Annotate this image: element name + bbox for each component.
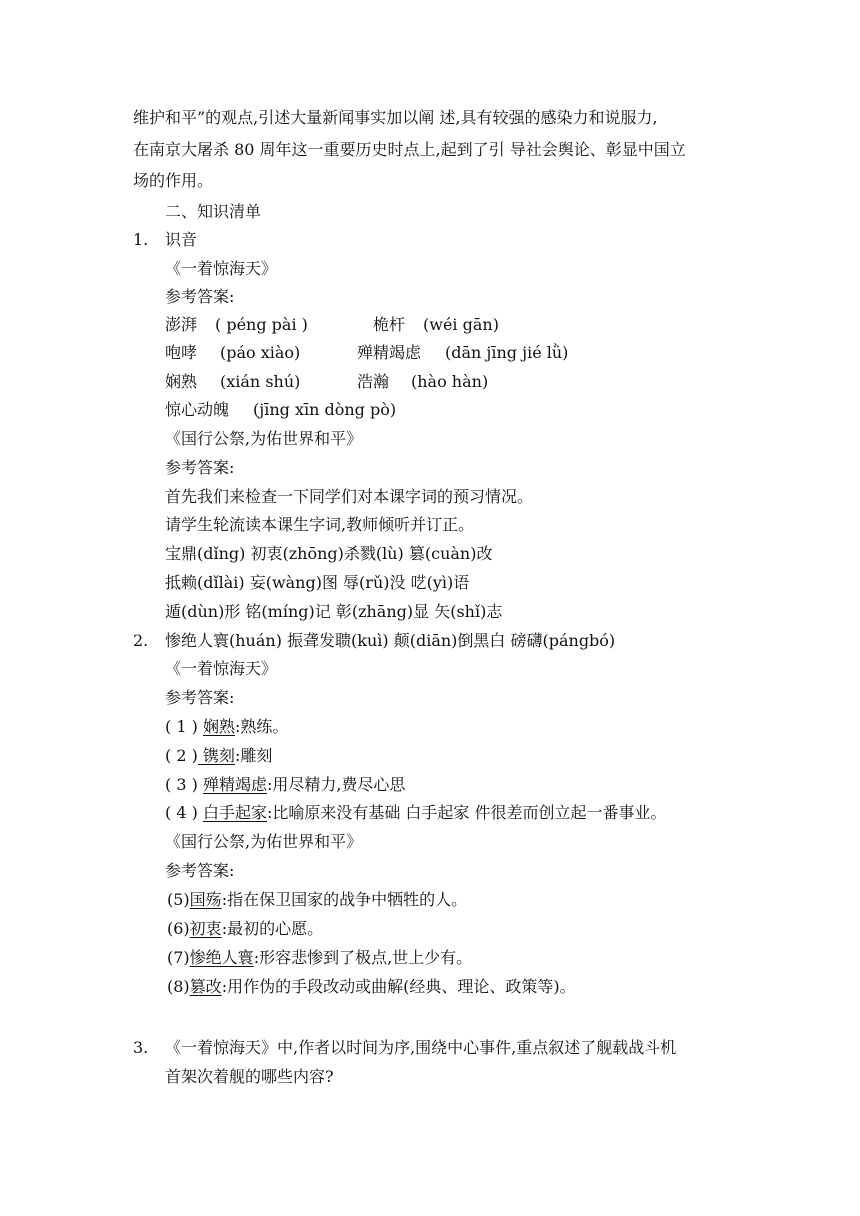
item-2-number: 2.: [133, 631, 149, 650]
pinyin-word: 惊心动魄: [165, 400, 230, 419]
pinyin-word: 咆哮: [165, 343, 198, 362]
lesson-title-b: 《国行公祭,为佑世界和平》: [165, 832, 363, 851]
definition-term: 国殇: [189, 890, 222, 909]
definition-text: :指在保卫国家的战争中牺牲的人。: [221, 890, 468, 909]
intro-line-1: 维护和平”的观点,引述大量新闻事实加以阐 述,具有较强的感染力和说服力,: [133, 108, 658, 127]
pinyin-reading: (wéi gān): [423, 315, 499, 334]
instruction-line-1: 首先我们来检查一下同学们对本课字词的预习情况。: [165, 487, 534, 506]
section-heading: 二、知识清单: [165, 202, 262, 221]
definition-term: 惨绝人寰: [189, 948, 254, 967]
pinyin-reading: ( péng pài ): [215, 315, 308, 334]
definition-number: (8): [167, 977, 190, 996]
intro-line-3: 场的作用。: [133, 171, 214, 190]
definition-number: ( 1 ): [165, 717, 198, 736]
definition-number: ( 2 ): [165, 746, 198, 765]
instruction-line-2: 请学生轮流读本课生字词,教师倾听并订正。: [165, 515, 475, 534]
definition-number: (5): [167, 890, 190, 909]
answer-label: 参考答案:: [165, 861, 235, 880]
pinyin-reading: (xián shú): [220, 372, 301, 391]
definition-term: 篡改: [189, 977, 222, 996]
item-2-title: 惨绝人寰(huán) 振聋发聩(kuì) 颠(diān)倒黑白 磅礴(pángbó): [165, 631, 616, 650]
lesson-title-a: 《一着惊海天》: [165, 259, 278, 278]
definition-number: ( 3 ): [165, 775, 198, 794]
answer-label: 参考答案:: [165, 688, 235, 707]
pinyin-reading: (páo xiào): [220, 343, 301, 362]
definition-line: [167, 890, 467, 910]
pinyin-word: 娴熟: [165, 372, 198, 391]
answer-label: 参考答案:: [165, 287, 235, 306]
item-1-title: 识音: [165, 230, 198, 249]
intro-line-2: 在南京大屠杀 80 周年这一重要历史时点上,起到了引 导社会舆论、彰显中国立: [133, 140, 686, 159]
characters-line-2: 抵赖(dǐlài) 妄(wàng)图 辱(rǔ)没 呓(yì)语: [165, 573, 470, 592]
definition-text: :用尽精力,费尽心思: [266, 775, 406, 794]
pinyin-reading: (dān jīng jié lǜ): [445, 343, 569, 362]
lesson-title-b: 《国行公祭,为佑世界和平》: [165, 429, 363, 448]
definition-term: 娴熟: [202, 717, 235, 736]
pinyin-reading: (hào hàn): [411, 372, 489, 391]
definition-number: ( 4 ): [165, 803, 198, 822]
definition-line: [165, 746, 272, 766]
definition-text: :雕刻: [234, 746, 273, 765]
definition-term: 白手起家: [202, 803, 267, 822]
pinyin-word: 澎湃: [165, 315, 198, 334]
pinyin-word: 浩瀚: [357, 372, 390, 391]
pinyin-reading: (jīng xīn dòng pò): [253, 400, 397, 419]
characters-line-3: 遁(dùn)形 铭(míng)记 彰(zhāng)显 矢(shǐ)志: [165, 602, 503, 621]
definition-line: [165, 803, 667, 823]
definition-line: [167, 977, 576, 997]
definition-text: :比喻原来没有基础 白手起家 件很差而创立起一番事业。: [266, 803, 667, 822]
definition-line: [167, 919, 323, 939]
definition-term: 殚精竭虑: [202, 775, 267, 794]
definition-line: [165, 717, 288, 737]
item-3-number: 3.: [133, 1038, 149, 1057]
definition-text: :用作伪的手段改动或曲解(经典、理论、政策等)。: [221, 977, 576, 996]
definition-term: 初衷: [189, 919, 222, 938]
item-3-line-1: 《一着惊海天》中,作者以时间为序,围绕中心事件,重点叙述了舰载战斗机: [165, 1038, 677, 1057]
definition-text: :形容悲惨到了极点,世上少有。: [253, 948, 473, 967]
definition-text: :最初的心愿。: [221, 919, 324, 938]
definition-line: [165, 775, 405, 795]
pinyin-word: 桅杆: [373, 315, 406, 334]
item-1-number: 1.: [133, 230, 149, 249]
item-3-line-2: 首架次着舰的哪些内容?: [165, 1067, 334, 1086]
answer-label: 参考答案:: [165, 458, 235, 477]
pinyin-word: 殚精竭虑: [357, 343, 422, 362]
definition-text: :熟练。: [234, 717, 289, 736]
definition-term: 镌刻: [197, 746, 235, 765]
characters-line-1: 宝鼎(dǐng) 初衷(zhōng)杀戮(lù) 篡(cuàn)改: [165, 544, 493, 563]
definition-number: (6): [167, 919, 190, 938]
lesson-title-a: 《一着惊海天》: [165, 659, 278, 678]
definition-line: [167, 948, 472, 968]
definition-number: (7): [167, 948, 190, 967]
